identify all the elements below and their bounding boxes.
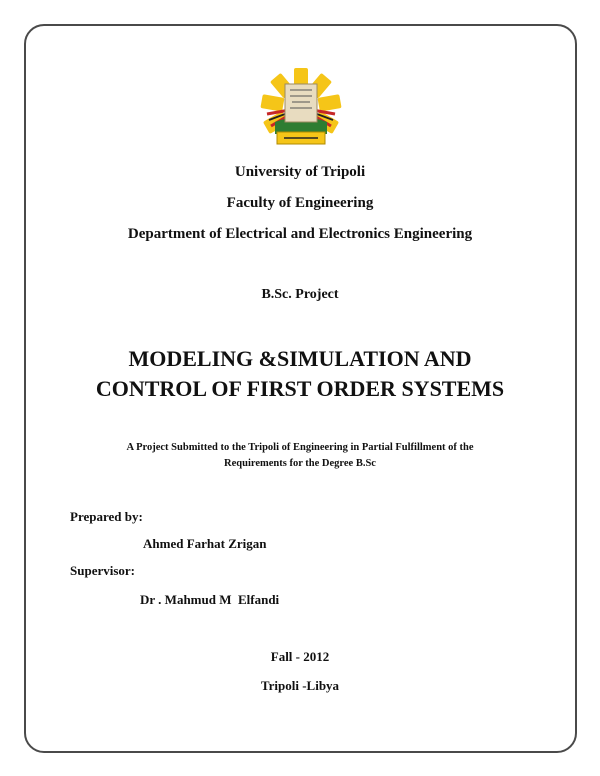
university-name: University of Tripoli — [234, 164, 366, 180]
supervisor-name: Dr . Mahmud M Elfandi — [140, 592, 280, 607]
author-name: Ahmed Farhat Zrigan — [143, 536, 267, 551]
submission-statement-line1: A Project Submitted to the Tripoli of Engineering in Partial Fulfillment of the — [126, 442, 474, 453]
semester-date: Fall - 2012 — [270, 649, 330, 664]
faculty-name: Faculty of Engineering — [226, 195, 374, 211]
university-emblem-icon — [259, 68, 343, 152]
project-type: B.Sc. Project — [261, 287, 339, 302]
supervisor-label: Supervisor: — [70, 563, 135, 578]
submission-statement-line2: Requirements for the Degree B.Sc — [224, 458, 376, 469]
project-title-line1: MODELING &SIMULATION AND — [128, 346, 472, 371]
prepared-by-label: Prepared by: — [70, 509, 143, 524]
location: Tripoli -Libya — [260, 678, 340, 693]
project-title-line2: CONTROL OF FIRST ORDER SYSTEMS — [95, 376, 505, 401]
department-name: Department of Electrical and Electronics Engineering — [127, 226, 473, 242]
